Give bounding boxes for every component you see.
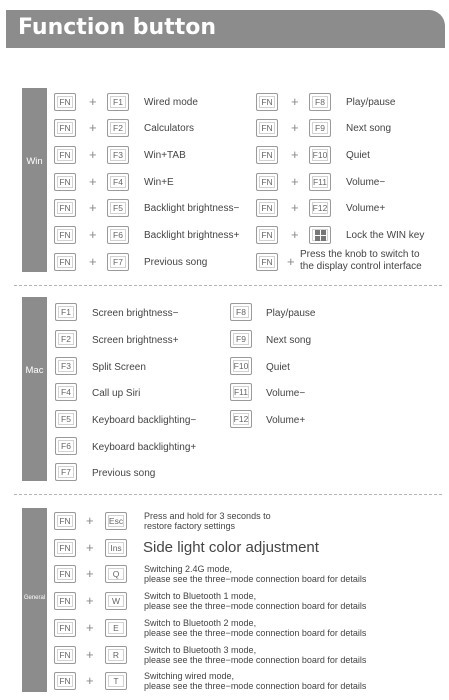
fn-key: FN xyxy=(256,93,278,111)
key-f3: F3 xyxy=(55,357,77,375)
key-f9: F9 xyxy=(230,330,252,348)
function-description: Next song xyxy=(346,123,392,134)
key-f5: F5 xyxy=(107,199,129,217)
plus-sign: + xyxy=(89,120,97,135)
function-description: Backlight brightness+ xyxy=(144,230,240,241)
key-f5: F5 xyxy=(55,410,77,428)
key-e: E xyxy=(105,619,127,637)
mac-sidebar xyxy=(22,297,47,481)
fn-key: FN xyxy=(54,119,76,137)
key-f9: F9 xyxy=(309,119,331,137)
fn-key: FN xyxy=(54,253,76,271)
fn-key: FN xyxy=(54,672,76,690)
function-description: Switching wired mode, xyxy=(144,671,235,681)
knob-description: Press the knob to switch to xyxy=(300,249,420,260)
key-r: R xyxy=(105,646,127,664)
key-f6: F6 xyxy=(55,437,77,455)
key-f2: F2 xyxy=(107,119,129,137)
plus-sign: + xyxy=(86,673,94,688)
function-description: Screen brightness− xyxy=(92,308,179,319)
plus-sign: + xyxy=(291,200,299,215)
divider xyxy=(14,285,442,286)
plus-sign: + xyxy=(291,227,299,242)
function-description: Backlight brightness− xyxy=(144,203,240,214)
plus-sign: + xyxy=(291,94,299,109)
function-description: Next song xyxy=(266,335,312,346)
fn-key: FN xyxy=(54,93,76,111)
fn-key: FN xyxy=(54,592,76,610)
plus-sign: + xyxy=(89,254,97,269)
fn-key: FN xyxy=(256,119,278,137)
key-ins: Ins xyxy=(105,539,127,557)
plus-sign: + xyxy=(291,174,299,189)
key-f4: F4 xyxy=(107,173,129,191)
key-f10: F10 xyxy=(309,146,331,164)
key-f7: F7 xyxy=(107,253,129,271)
function-description: Keyboard backlighting+ xyxy=(92,442,197,453)
plus-sign: + xyxy=(86,620,94,635)
fn-key: FN xyxy=(54,539,76,557)
fn-key: FN xyxy=(256,173,278,191)
plus-sign: + xyxy=(291,147,299,162)
fn-key: FN xyxy=(54,619,76,637)
key-esc: Esc xyxy=(105,512,127,530)
function-description: Side light color adjustment xyxy=(143,539,319,556)
function-description: Win+E xyxy=(144,177,174,188)
function-description: Volume− xyxy=(266,388,306,399)
fn-key: FN xyxy=(54,646,76,664)
function-description: Split Screen xyxy=(92,362,146,373)
key-f1: F1 xyxy=(55,303,77,321)
plus-sign: + xyxy=(89,174,97,189)
function-description: Keyboard backlighting− xyxy=(92,415,197,426)
fn-key: FN xyxy=(54,199,76,217)
fn-key: FN xyxy=(54,512,76,530)
function-description: please see the three−mode connection board for details xyxy=(144,601,367,611)
key-f11: F11 xyxy=(309,173,331,191)
key-f12: F12 xyxy=(309,199,331,217)
key-f11: F11 xyxy=(230,383,252,401)
key-w: W xyxy=(105,592,127,610)
key-f10: F10 xyxy=(230,357,252,375)
plus-sign: + xyxy=(89,94,97,109)
function-description: Switching 2.4G mode, xyxy=(144,564,233,574)
key-f12: F12 xyxy=(230,410,252,428)
fn-key: FN xyxy=(54,146,76,164)
general-sidebar xyxy=(22,508,47,692)
plus-sign: + xyxy=(287,254,295,269)
fn-key: FN xyxy=(256,253,278,271)
key-f8: F8 xyxy=(230,303,252,321)
windows-logo-key xyxy=(309,226,331,244)
divider xyxy=(14,494,442,495)
plus-sign: + xyxy=(86,593,94,608)
key-f1: F1 xyxy=(107,93,129,111)
function-description: Play/pause xyxy=(346,97,396,108)
key-f4: F4 xyxy=(55,383,77,401)
general-label: General xyxy=(23,595,46,601)
plus-sign: + xyxy=(86,540,94,555)
function-description: Screen brightness+ xyxy=(92,335,179,346)
function-description: Lock the WIN key xyxy=(346,230,425,241)
fn-key: FN xyxy=(256,226,278,244)
key-f7: F7 xyxy=(55,463,77,481)
function-description: Calculators xyxy=(144,123,195,134)
function-description: Volume+ xyxy=(346,203,386,214)
function-description: Play/pause xyxy=(266,308,316,319)
function-description: Quiet xyxy=(346,150,370,161)
function-description: Win+TAB xyxy=(144,150,186,161)
function-description: Volume− xyxy=(346,177,386,188)
mac-label: Mac xyxy=(25,365,44,376)
win-label: Win xyxy=(26,156,43,167)
key-f8: F8 xyxy=(309,93,331,111)
plus-sign: + xyxy=(89,200,97,215)
function-description: Previous song xyxy=(144,257,208,268)
fn-key: FN xyxy=(54,173,76,191)
fn-key: FN xyxy=(256,199,278,217)
win-sidebar xyxy=(22,88,47,272)
page-title: Function button xyxy=(18,15,217,40)
key-f2: F2 xyxy=(55,330,77,348)
plus-sign: + xyxy=(89,227,97,242)
function-description: Switch to Bluetooth 3 mode, xyxy=(144,645,257,655)
function-description: please see the three−mode connection board for details xyxy=(144,681,367,691)
function-description: please see the three−mode connection board for details xyxy=(144,574,367,584)
plus-sign: + xyxy=(86,647,94,662)
windows-logo-icon xyxy=(315,230,326,241)
fn-key: FN xyxy=(54,565,76,583)
plus-sign: + xyxy=(86,566,94,581)
plus-sign: + xyxy=(291,120,299,135)
function-description: please see the three−mode connection board for details xyxy=(144,655,367,665)
function-description: Switch to Bluetooth 2 mode, xyxy=(144,618,257,628)
plus-sign: + xyxy=(89,147,97,162)
fn-key: FN xyxy=(256,146,278,164)
function-description: Press and hold for 3 seconds to xyxy=(144,511,271,521)
function-description: Previous song xyxy=(92,468,156,479)
function-description: Switch to Bluetooth 1 mode, xyxy=(144,591,257,601)
function-description: Wired mode xyxy=(144,97,198,108)
key-f3: F3 xyxy=(107,146,129,164)
function-description: restore factory settings xyxy=(144,521,236,531)
key-t: T xyxy=(105,672,127,690)
knob-description: the display control interface xyxy=(300,261,422,272)
function-description: Quiet xyxy=(266,362,290,373)
function-description: please see the three−mode connection board for details xyxy=(144,628,367,638)
key-f6: F6 xyxy=(107,226,129,244)
plus-sign: + xyxy=(86,513,94,528)
fn-key: FN xyxy=(54,226,76,244)
title-banner xyxy=(6,10,445,48)
key-q: Q xyxy=(105,565,127,583)
function-description: Volume+ xyxy=(266,415,306,426)
function-description: Call up Siri xyxy=(92,388,141,399)
